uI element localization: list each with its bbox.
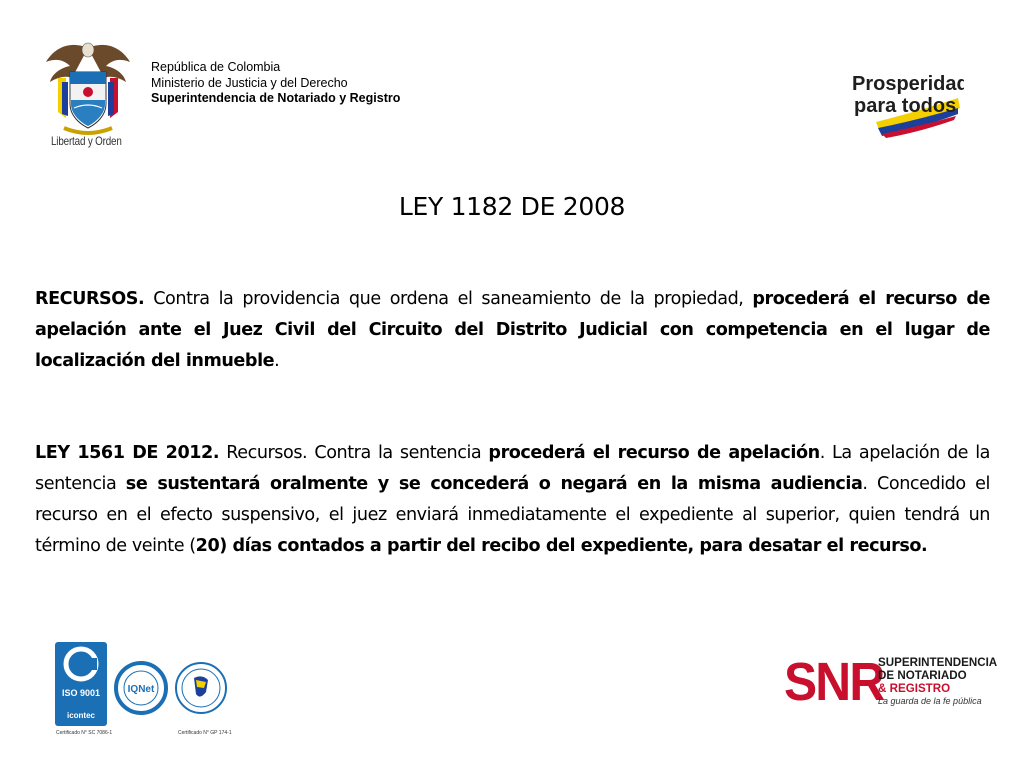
paragraph2-text2: . La apelación de la sentencia <box>35 443 990 494</box>
snr-line1: SUPERINTENDENCIA <box>878 656 998 669</box>
header-institution <box>151 60 400 107</box>
paragraph2-bold1: procederá el recurso de apelación <box>488 443 820 463</box>
paragraph2-text3: . Concedido el recurso en el efecto suspensivo, el juez enviará inmediatamente el expediente al superior, quien tendrá un término de veinte ( <box>35 474 990 556</box>
snr-line3: & REGISTRO <box>878 682 951 695</box>
paragraph2-text1: Recursos. Contra la sentencia <box>219 443 489 463</box>
icontec-label: icontec <box>66 711 96 720</box>
paragraph2-lead: LEY 1561 DE 2012. <box>35 443 220 463</box>
iqnet-label: IQNet <box>127 684 155 695</box>
paragraph1-text: Contra la providencia que ordena el saneamiento de la propiedad, <box>144 289 753 309</box>
icontec-iso-9001-seal <box>55 642 112 736</box>
snr-line2: DE NOTARIADO <box>878 669 967 682</box>
paragraph2-bold2: se sustentará oralmente y se concederá o negará en la misma audiencia <box>125 474 863 494</box>
cert1-number: Certificado N° SC 7086-1 <box>56 730 113 736</box>
iso-label: ISO 9001 <box>61 688 101 698</box>
paragraph-recursos <box>35 284 990 377</box>
snr-mark: SNR <box>784 652 884 712</box>
header-line-ministry: Ministerio de Justicia y del Derecho <box>151 75 348 90</box>
iqnet-seal <box>116 663 166 713</box>
prosperidad-line1: Prosperidad <box>852 73 964 95</box>
snr-logo <box>784 652 996 716</box>
paragraph2-bold3: 20) días contados a partir del recibo del expediente, para desatar el recurso. <box>195 536 928 556</box>
prosperidad-line2: para todos <box>854 95 957 117</box>
cert2-number: Certificado N° GP 174-1 <box>178 730 232 736</box>
page-title: LEY 1182 DE 2008 <box>398 192 626 221</box>
certification-seals <box>50 640 240 740</box>
header-line-superintendencia: Superintendencia de Notariado y Registro <box>151 91 401 105</box>
paragraph1-lead: RECURSOS. <box>35 289 145 309</box>
prosperidad-logo <box>846 58 964 140</box>
gp-1000-seal <box>176 663 232 736</box>
snr-line4: La guarda de la fe pública <box>878 696 982 706</box>
header-line-republic: República de Colombia <box>151 60 281 74</box>
snr-wordmark <box>878 656 997 708</box>
paragraph1-bold: procederá el recurso de apelación ante el Juez Civil del Circuito del Distrito Judicial con competencia en el lugar de localización del inmueble <box>35 289 991 371</box>
paragraph1-end: . <box>274 351 280 371</box>
paragraph-ley-1561 <box>35 438 990 562</box>
crest-motto: Libertad y Orden <box>51 134 122 148</box>
